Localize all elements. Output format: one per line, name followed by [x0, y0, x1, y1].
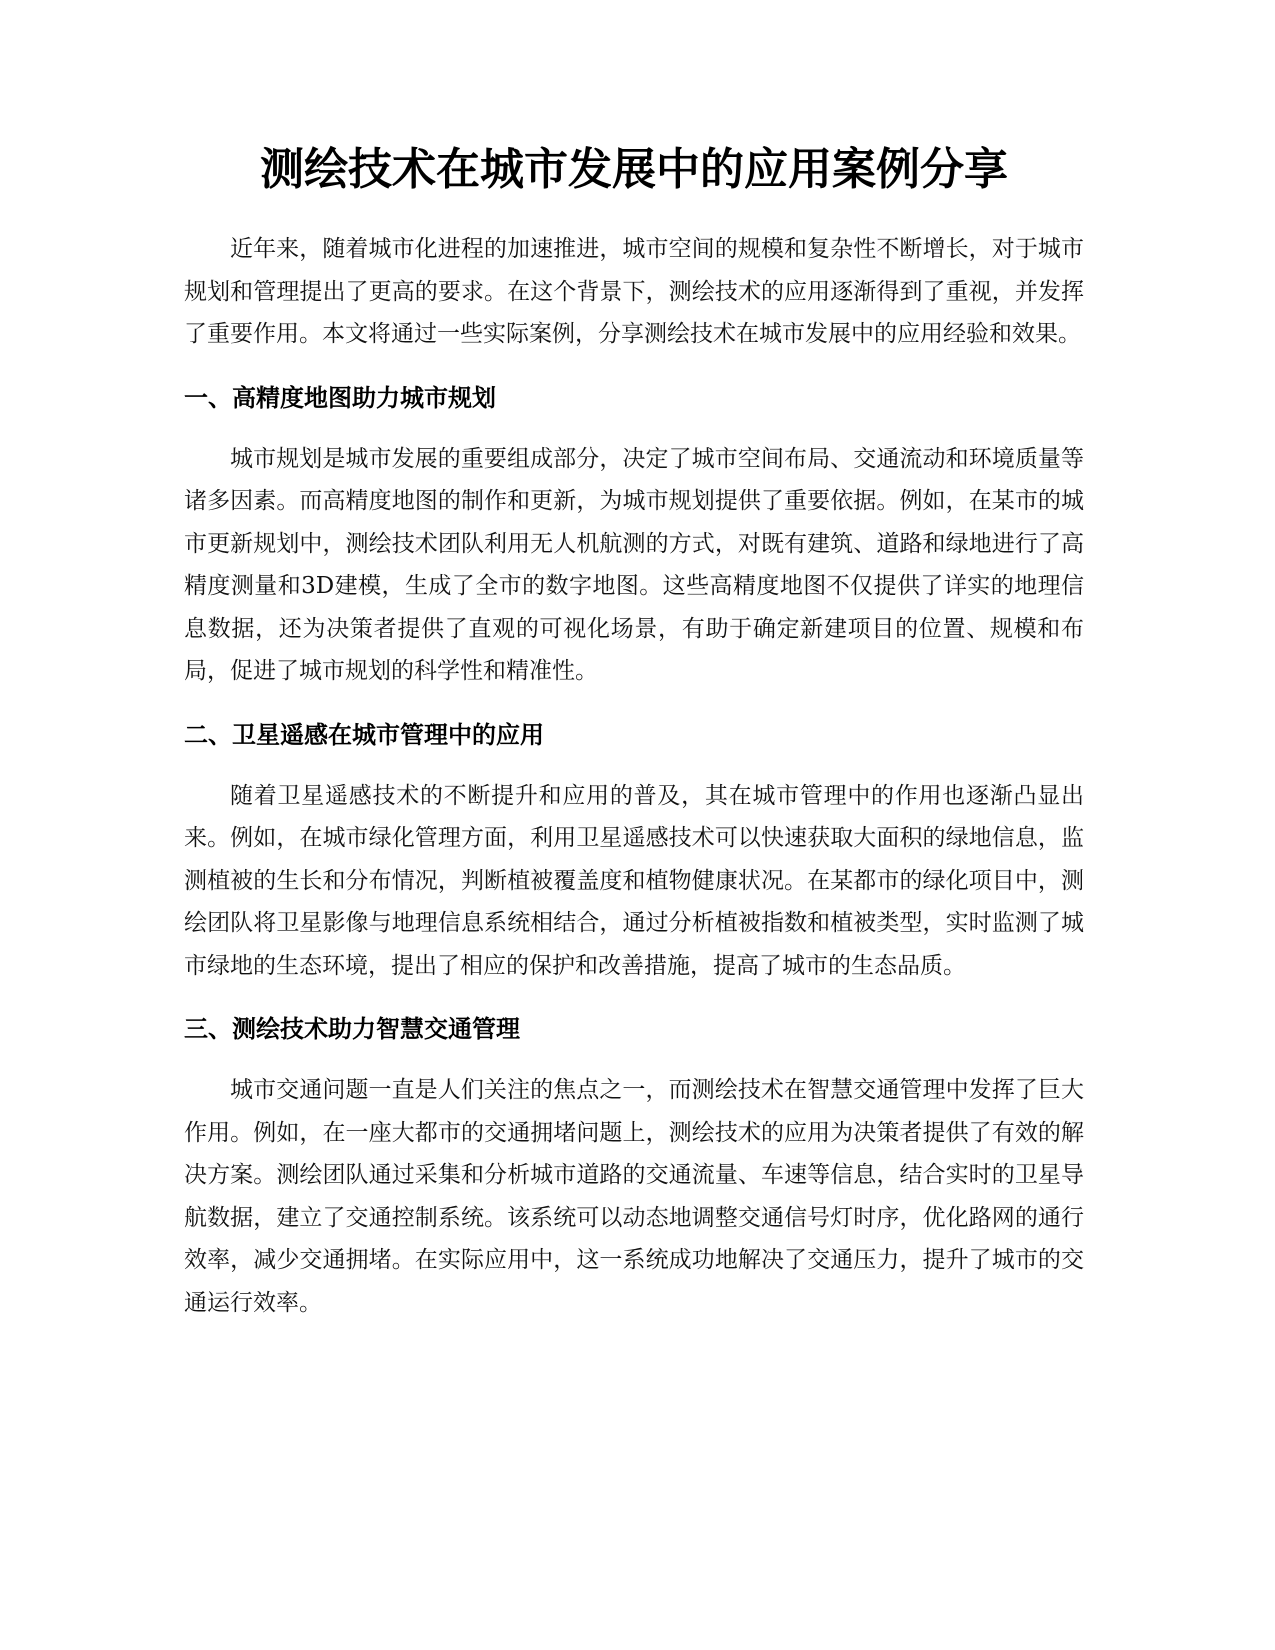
document-page: [184, 140, 1084, 1344]
section-heading-3: 三、测绘技术助力智慧交通管理: [184, 1015, 520, 1043]
section-body-3: 城市交通问题一直是人们关注的焦点之一，而测绘技术在智慧交通管理中发挥了巨大作用。例如，在一座大都市的交通拥堵问题上，测绘技术的应用为决策者提供了有效的解决方案。测绘团队通过采集和分析城市道路的交通流量、车速等信息，结合实时的卫星导航数据，建立了交通控制系统。该系统可以动态地调整交通信号灯时序，优化路网的通行效率，减少交通拥堵。在实际应用中，这一系统成功地解决了交通压力，提升了城市的交通运行效率。: [184, 1077, 1084, 1316]
section-heading-1: 一、高精度地图助力城市规划: [184, 383, 496, 412]
document-title: 测绘技术在城市发展中的应用案例分享: [260, 144, 1008, 195]
intro-paragraph: 近年来，随着城市化进程的加速推进，城市空间的规模和复杂性不断增长，对于城市规划和管理提出了更高的要求。在这个背景下，测绘技术的应用逐渐得到了重视，并发挥了重要作用。本文将通过一些实际案例，分享测绘技术在城市发展中的应用经验和效果。: [184, 236, 1084, 347]
section-body-2: 随着卫星遥感技术的不断提升和应用的普及，其在城市管理中的作用也逐渐凸显出来。例如，在城市绿化管理方面，利用卫星遥感技术可以快速获取大面积的绿地信息，监测植被的生长和分布情况，判断植被覆盖度和植物健康状况。在某都市的绿化项目中，测绘团队将卫星影像与地理信息系统相结合，通过分析植被指数和植被类型，实时监测了城市绿地的生态环境，提出了相应的保护和改善措施，提高了城市的生态品质。: [184, 782, 1084, 979]
section-heading-2: 二、卫星遥感在城市管理中的应用: [184, 720, 544, 749]
section-body-1: 城市规划是城市发展的重要组成部分，决定了城市空间布局、交通流动和环境质量等诸多因素。而高精度地图的制作和更新，为城市规划提供了重要依据。例如，在某市的城市更新规划中，测绘技术团队利用无人机航测的方式，对既有建筑、道路和绿地进行了高精度测量和3D建模，生成了全市的数字地图。这些高精度地图不仅提供了详实的地理信息数据，还为决策者提供了直观的可视化场景，有助于确定新建项目的位置、规模和布局，促进了城市规划的科学性和精准性。: [184, 445, 1084, 684]
